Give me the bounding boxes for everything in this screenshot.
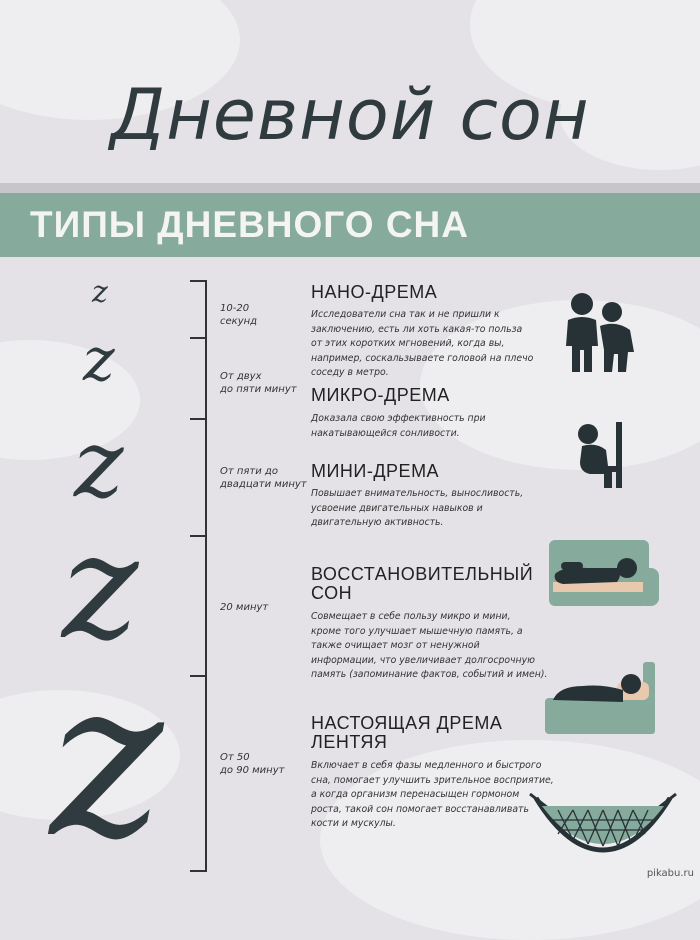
hammock-icon [528, 790, 678, 858]
sleep-type-description: Повышает внимательность, выносливость, усвоение двигательных навыков и двигательную активность. [311, 488, 524, 528]
page-title: Дневной сон [110, 74, 590, 156]
person-lying-bed-icon [543, 660, 661, 738]
sleep-type-title: НАНО-ДРЕМА [311, 282, 438, 302]
z-icon-5: z [50, 634, 164, 885]
banner-shadow [0, 183, 700, 193]
sleep-type-description: Совмещает в себе пользу микро и мини, кроме того улучшает мышечную память, а также очищает мозг от ненужной информации, что увеличивает долгосрочную память (запоминание фактов, событий и имен). [311, 611, 548, 680]
scale-tick [190, 337, 206, 339]
sleep-type-title: МИКРО-ДРЕМА [311, 385, 450, 405]
scale-tick [190, 675, 206, 677]
sleep-type-description: Доказала свою эффективность при накатывающейся сонливости. [311, 413, 486, 439]
duration-label: 20 минут [220, 602, 269, 613]
z-icon-1: z [92, 275, 108, 310]
watermark-label: pikabu.ru [646, 868, 694, 879]
sleep-type-title: МИНИ-ДРЕМА [311, 461, 440, 481]
person-lying-sofa-icon [543, 538, 663, 610]
sleep-type-description: Исследователи сна так и не пришли к заключению, есть ли хоть какая-то польза от этих коротких мгновений, когда вы, например, соскальзываете головой на плечо соседу в метро. [311, 309, 534, 378]
two-people-leaning-icon [560, 290, 640, 375]
z-icon-3: z [74, 410, 124, 519]
scale-tick [190, 870, 206, 872]
sleep-type-title: НАСТОЯЩАЯ ДРЕМА ЛЕНТЯЯ [311, 713, 503, 752]
duration-label: От двух до пяти минут [220, 371, 297, 395]
scale-tick [190, 535, 206, 537]
scale-tick [190, 280, 206, 282]
section-banner-title: ТИПЫ ДНЕВНОГО СНА [30, 204, 469, 245]
z-icon-4: z [62, 503, 139, 672]
person-sitting-chair-icon [572, 418, 632, 490]
duration-label: От пяти до двадцати минут [220, 466, 307, 490]
sleep-type-description: Включает в себя фазы медленного и быстрого сна, помогает улучшить зрительное восприятие, а когда организм перенасыщен гормоном роста, такой сон помогает восстанавливать кости и мускулы. [311, 760, 554, 829]
scale-tick [190, 418, 206, 420]
duration-scale-line [205, 280, 207, 872]
duration-label: 10-20 секунд [220, 303, 258, 327]
sleep-type-title: ВОССТАНОВИТЕЛЬНЫЙ СОН [311, 564, 534, 603]
z-icon-2: z [83, 325, 115, 395]
duration-label: От 50 до 90 минут [220, 752, 285, 776]
